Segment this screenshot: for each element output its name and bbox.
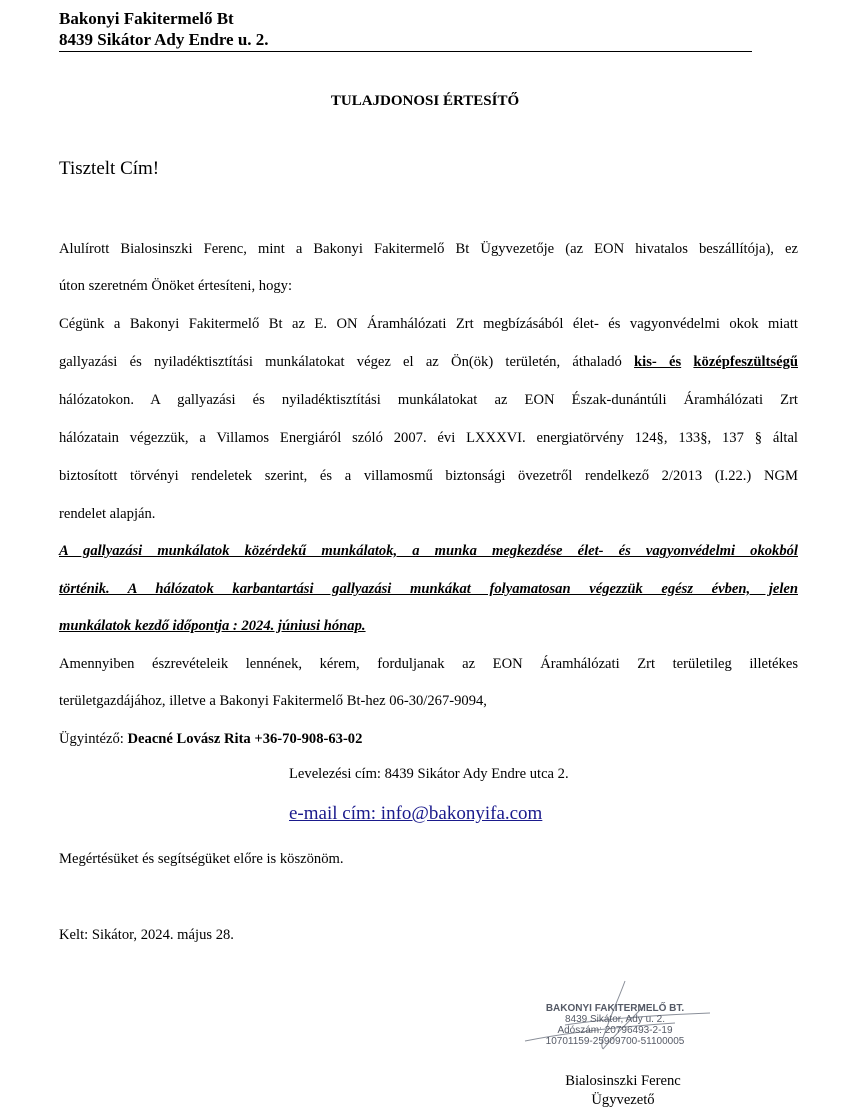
company-name: Bakonyi Fakitermelő Bt (59, 9, 234, 28)
contact-line-1: Amennyiben észrevételeik lennének, kérem, forduljanak az EON Áramhálózati Zrt területileg illetékes (59, 656, 798, 672)
stamp-line-1: BAKONYI FAKITERMELŐ BT. (545, 1003, 685, 1014)
body-line-2-text: gallyazási és nyiladéktisztítási munkálatokat végez el az Ön(ök) területén, áthaladó (59, 354, 622, 370)
document-title: TULAJDONOSI ÉRTESÍTŐ (330, 93, 520, 109)
body-line-6: rendelet alapján. (59, 506, 156, 522)
intro-line-1: Alulírott Bialosinszki Ferenc, mint a Bakonyi Fakitermelő Bt Ügyvezetője (az EON hivatalos beszállítója), ez (59, 241, 798, 257)
contact-line-2: területgazdájához, illetve a Bakonyi Fakitermelő Bt-hez 06-30/267-9094, (59, 693, 487, 709)
email-link[interactable]: e-mail cím: info@bakonyifa.com (289, 803, 543, 824)
body-line-4: hálózatain végezzük, a Villamos Energiáról szóló 2007. évi LXXXVI. energiatörvény 124§, 133§, 137 § által (59, 430, 798, 446)
stamp-line-4: 10701159-25909700-51100005 (545, 1036, 685, 1047)
agent-name-phone: Deacné Lovász Rita +36-70-908-63-02 (127, 731, 363, 747)
emphasis-line-1: A gallyazási munkálatok közérdekű munkálatok, a munka megkezdése élet- és vagyonvédelmi okokból (59, 543, 798, 559)
body-line-2 (59, 353, 798, 371)
body-line-1: Cégünk a Bakonyi Fakitermelő Bt az E. ON Áramhálózati Zrt megbízásából élet- és vagyonvédelmi okok miatt (59, 316, 798, 332)
date-line: Kelt: Sikátor, 2024. május 28. (59, 927, 234, 943)
stamp-line-3: Adószám: 20796493-2-19 (557, 1025, 673, 1036)
voltage-medium: középfeszültségű (693, 354, 798, 370)
header-divider (59, 51, 752, 52)
body-line-3: hálózatokon. A gallyazási és nyiladéktisztítási munkálatokat az EON Észak-dunántúli Áramhálózati Zrt (59, 392, 798, 408)
stamp-line-2: 8439 Sikátor, Ady u. 2. (564, 1014, 666, 1025)
signatory-name: Bialosinszki Ferenc (565, 1073, 681, 1089)
thanks-line: Megértésüket és segítségüket előre is köszönöm. (59, 851, 344, 867)
emphasis-line-3: munkálatok kezdő időpontja : 2024. júniusi hónap. (59, 618, 366, 634)
agent-label: Ügyintéző: (59, 731, 124, 747)
emphasis-line-2: történik. A hálózatok karbantartási gallyazási munkákat folyamatosan végezzük egész évben, jelen (59, 581, 798, 597)
agent-line (59, 730, 798, 748)
mailing-address: Levelezési cím: 8439 Sikátor Ady Endre utca 2. (289, 766, 569, 782)
company-address: 8439 Sikátor Ady Endre u. 2. (59, 30, 269, 49)
intro-line-2: úton szeretném Önöket értesíteni, hogy: (59, 278, 293, 294)
signatory-role: Ügyvezető (591, 1092, 655, 1108)
greeting: Tisztelt Cím! (59, 158, 160, 179)
voltage-low-medium: kis- és (634, 354, 682, 370)
company-stamp (505, 975, 725, 1055)
body-line-5: biztosított törvényi rendeletek szerint, és a villamosmű biztonsági övezetről rendelkező 2/2013 (I.22.) NGM (59, 468, 798, 484)
